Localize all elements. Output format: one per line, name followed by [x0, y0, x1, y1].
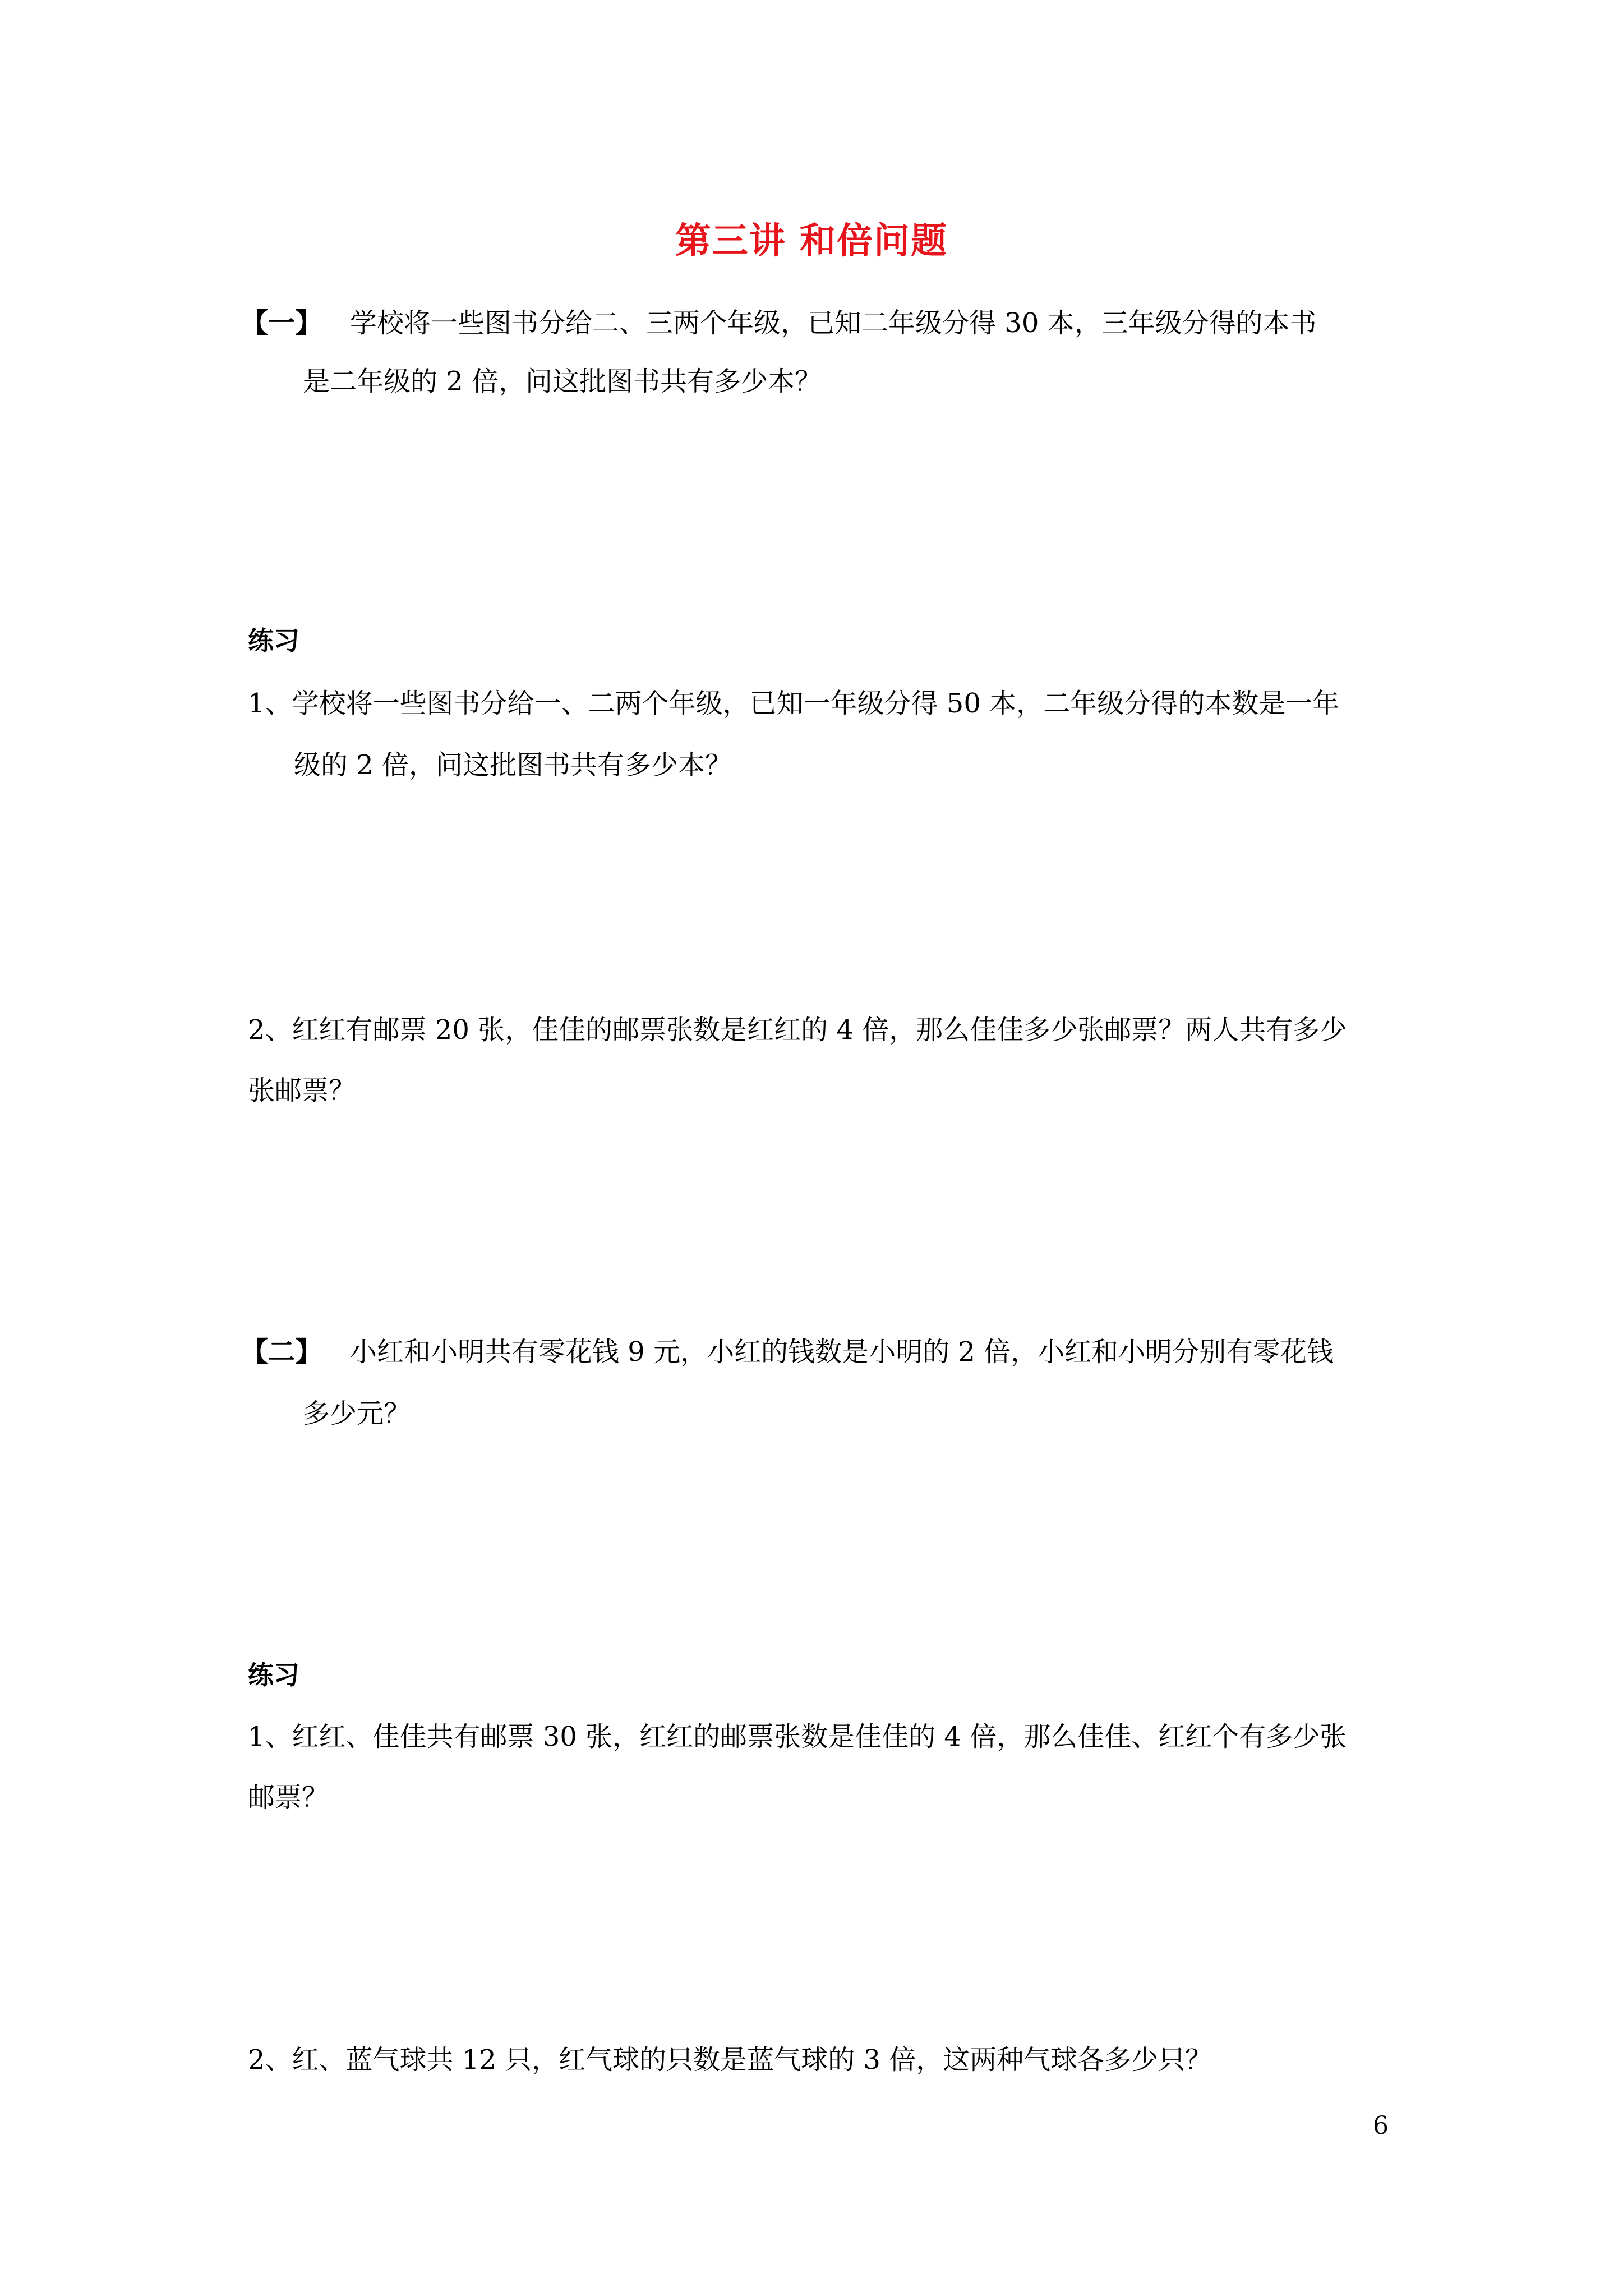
- example-1-line-1: [241, 306, 1317, 340]
- example-2-line-1: [241, 1335, 1334, 1369]
- practice-1-q1-line-1: 1、学校将一些图书分给一、二两个年级，已知一年级分得 50 本，二年级分得的本数是一年: [248, 688, 1340, 719]
- example-1-line-2: 是二年级的 2 倍，问这批图书共有多少本？: [303, 366, 822, 397]
- page-number: 6: [1373, 2111, 1389, 2140]
- practice-1-q2-line-2: 张邮票？: [248, 1075, 356, 1106]
- example-2-text-1: 小红和小明共有零花钱 9 元，小红的钱数是小明的 2 倍，小红和小明分别有零花钱: [350, 1336, 1334, 1368]
- example-1-tag: 【一】: [241, 307, 322, 339]
- example-1-text-1: 学校将一些图书分给二、三两个年级，已知二年级分得 30 本，三年级分得的本书: [350, 307, 1317, 339]
- practice-1-q2-line-1: 2、红红有邮票 20 张，佳佳的邮票张数是红红的 4 倍，那么佳佳多少张邮票？两人共有多少: [248, 1014, 1347, 1046]
- practice-1-q1-line-2: 级的 2 倍，问这批图书共有多少本？: [294, 749, 732, 781]
- practice-1-heading: 练习: [248, 625, 299, 656]
- page-title: 第三讲 和倍问题: [675, 220, 948, 262]
- example-2-tag: 【二】: [241, 1336, 322, 1368]
- practice-2-q1-line-1: 1、红红、佳佳共有邮票 30 张，红红的邮票张数是佳佳的 4 倍，那么佳佳、红红个有多少张: [248, 1721, 1347, 1752]
- example-2-line-2: 多少元？: [303, 1398, 411, 1429]
- practice-2-q1-line-2: 邮票？: [248, 1782, 329, 1813]
- practice-2-heading: 练习: [248, 1660, 299, 1690]
- practice-2-q2-line-1: 2、红、蓝气球共 12 只，红气球的只数是蓝气球的 3 倍，这两种气球各多少只？: [248, 2044, 1212, 2076]
